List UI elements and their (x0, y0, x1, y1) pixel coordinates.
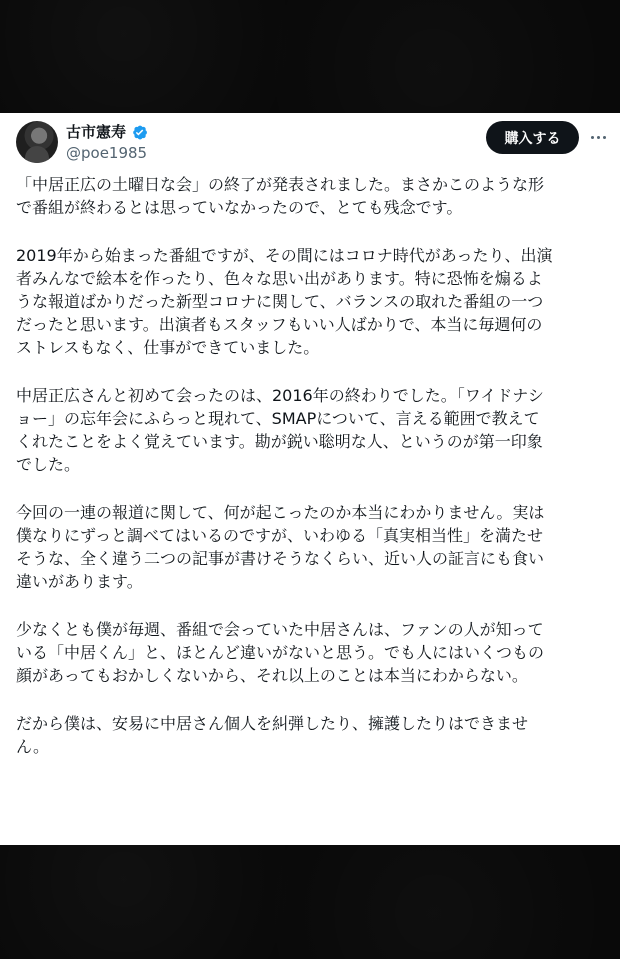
tweet-paragraph-1: 「中居正広の土曜日な会」の終了が発表されました。まさかこのような形 で番組が終わるとは思っていなかったので、とても残念です。 (16, 175, 545, 217)
tweet-paragraph-2: 2019年から始まった番組ですが、その間にはコロナ時代があったり、出演 者みんなで絵本を作ったり、色々な思い出があります。特に恐怖を煽るよ うな報道ばかりだった新型コロナに関して、バランスの取れた番組の一つ だったと思います。出演者もスタッフもいい人ばかりで、本当に毎週何の ストレスもなく、仕事ができていました。 (16, 246, 553, 357)
more-options-button[interactable] (586, 127, 610, 147)
tweet-card (0, 113, 620, 845)
author-display-name[interactable]: 古市憲寿 (66, 123, 127, 141)
buy-button[interactable]: 購入する (486, 121, 579, 154)
more-dots-icon (591, 136, 606, 139)
tweet-paragraph-3: 中居正広さんと初めて会ったのは、2016年の終わりでした。「ワイドナシ ョー」の忘年会にふらっと現れて、SMAPについて、言える範囲で教えて くれたことをよく覚えています。勘が鋭い聡明な人、というのが第一印象 でした。 (16, 386, 544, 474)
author-handle[interactable]: @poe1985 (66, 144, 148, 162)
profile-avatar[interactable] (16, 121, 58, 163)
verified-badge-icon (131, 124, 148, 141)
tweet-paragraph-6: だから僕は、安易に中居さん個人を糾弾したり、擁護したりはできませ ん。 (16, 714, 529, 756)
tweet-paragraph-4: 今回の一連の報道に関して、何が起こったのか本当にわかりません。実は 僕なりにずっと調べてはいるのですが、いわゆる「真実相当性」を満たせ そうな、全く違う二つの記事が書けそうなくらい、近い人の証言にも食い 違いがあります。 (16, 503, 545, 591)
tweet-paragraph-5: 少なくとも僕が毎週、番組で会っていた中居さんは、ファンの人が知って いる「中居くん」と、ほとんど違いがないと思う。でも人にはいくつもの 顔があってもおかしくないから、それ以上のことは本当にわからない。 (16, 620, 545, 685)
author-name-row (66, 122, 148, 142)
bottom-dark-background (0, 845, 620, 959)
tweet-text (16, 173, 606, 758)
top-dark-background (0, 0, 620, 113)
